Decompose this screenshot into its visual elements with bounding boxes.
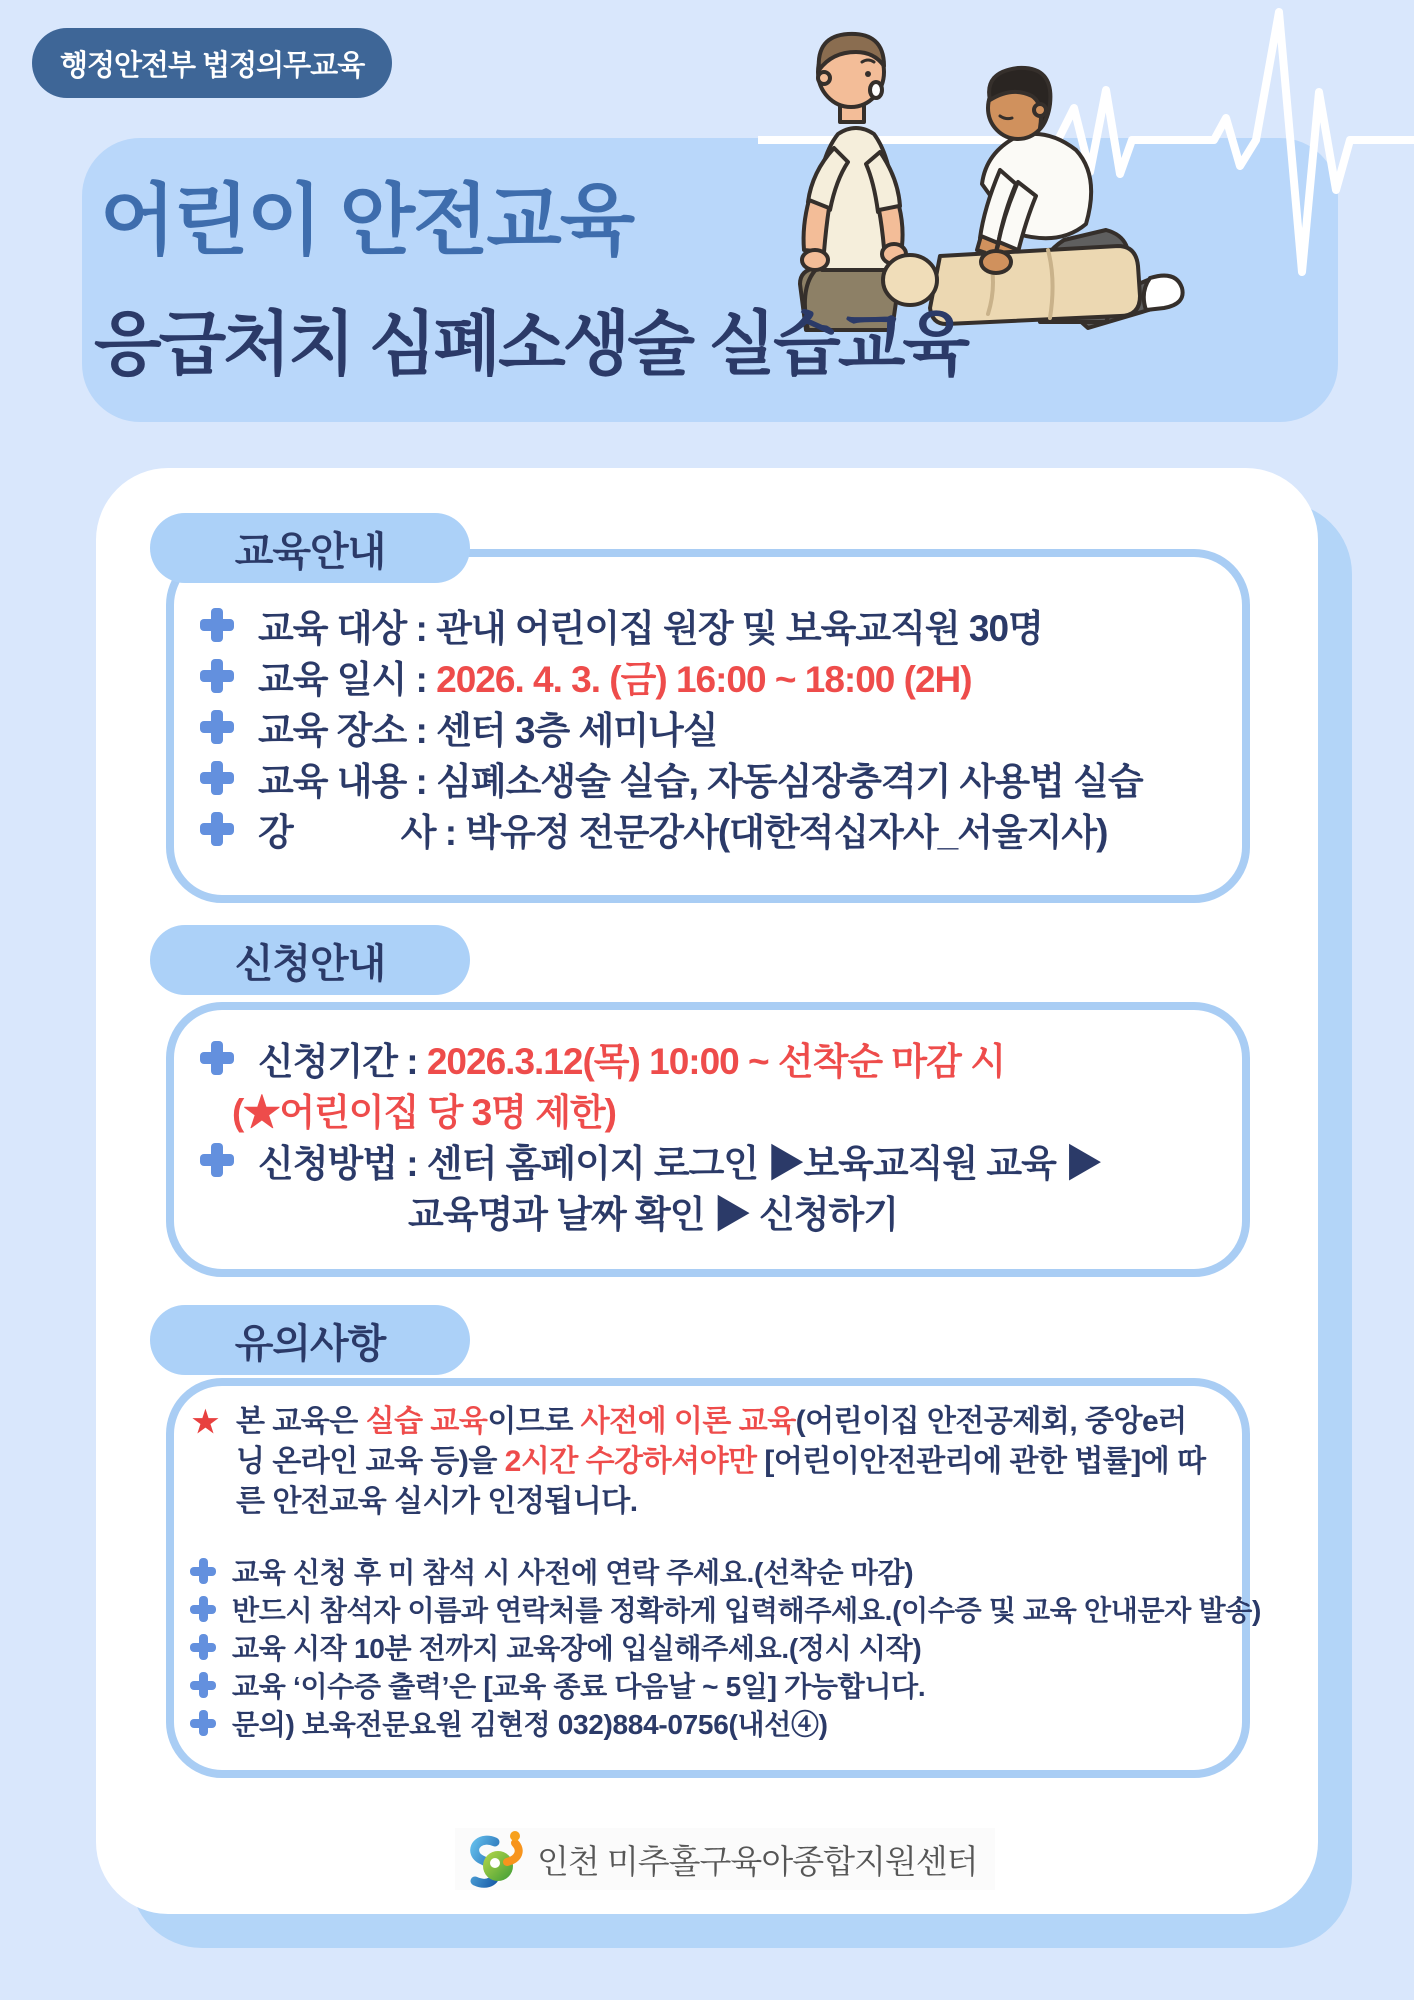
- bullet-item: [184, 1552, 1226, 1590]
- organization-name: 인천 미추홀구육아종합지원센터: [537, 1842, 978, 1880]
- bullet-text: [232, 1589, 1261, 1629]
- bullet-text: [258, 1031, 1005, 1085]
- bullet-item: [188, 752, 1224, 803]
- text-segment: 교육 일시 :: [258, 658, 437, 700]
- plus-icon: [200, 659, 234, 693]
- text-segment: 신청기간 :: [258, 1040, 427, 1082]
- bullet-text: [258, 802, 1107, 856]
- text-segment: 신청방법 : 센터 홈페이지 로그인 ▶보육교직원 교육 ▶: [258, 1142, 1102, 1184]
- center-logo-icon: [465, 1828, 523, 1890]
- star-icon: ★: [192, 1406, 219, 1439]
- plus-icon: [190, 1596, 216, 1622]
- text-segment: 교육 시작 10분 전까지 교육장에 입실해주세요.(정시 시작): [232, 1633, 922, 1664]
- bullet-item: [188, 1134, 1224, 1185]
- text-segment: [어린이안전관리에 관한 법률]에 따른 안전교육 실시가 인정됩니다.: [236, 1445, 1206, 1518]
- bullet-text: [232, 1703, 828, 1743]
- text-segment: 교육 내용 : 심폐소생술 실습, 자동심장충격기 사용법 실습: [258, 760, 1143, 802]
- section-label-apply-info: [150, 925, 470, 995]
- section-label-text: 교육안내: [234, 529, 386, 574]
- plus-icon: [200, 812, 234, 846]
- plus-icon: [200, 1041, 234, 1075]
- text-segment: (어린이집 안전공제회, 중앙e러닝 온라인 교육 등)을: [236, 1405, 1187, 1478]
- page-subtitle: 응급처치 심폐소생술 실습교육: [94, 305, 967, 383]
- content-card: [96, 468, 1318, 1914]
- bullet-item: [184, 1628, 1226, 1666]
- footer-logo-row: [455, 1828, 995, 1890]
- text-segment: 본 교육은: [236, 1405, 366, 1438]
- text-segment: 2026. 4. 3. (금) 16:00 ~ 18:00 (2H): [436, 658, 972, 700]
- bullet-text: [258, 751, 1143, 805]
- section-box-notes: [166, 1378, 1262, 1778]
- section-label-edu-info: [150, 513, 470, 583]
- bullet-text: [258, 1133, 1101, 1187]
- text-segment: 이므로: [487, 1405, 581, 1438]
- bullet-text: [258, 598, 1043, 652]
- bullet-item: [188, 803, 1224, 854]
- text-segment: 교육명과 날짜 확인 ▶ 신청하기: [408, 1193, 899, 1235]
- bullet-item: [188, 1032, 1224, 1083]
- section-label-text: 신청안내: [234, 941, 386, 986]
- bullet-item: [188, 701, 1224, 752]
- bullet-text: [408, 1184, 898, 1238]
- bullet-item: [188, 1083, 1224, 1134]
- ministry-badge: [32, 28, 392, 98]
- plus-icon: [190, 1672, 216, 1698]
- section-label-notes: [150, 1305, 470, 1375]
- section-box-apply-info: [166, 1002, 1250, 1277]
- bullet-text: [232, 1551, 913, 1591]
- text-segment: 강 사 : 박유정 전문강사(대한적십자사_서울지사): [258, 811, 1108, 853]
- bullet-item: [184, 1666, 1226, 1704]
- text-segment: (★어린이집 당 3명 제한): [232, 1091, 616, 1133]
- text-segment: 교육 신청 후 미 참석 시 사전에 연락 주세요.(선착순 마감): [232, 1557, 914, 1588]
- bullet-item: [184, 1704, 1226, 1742]
- text-segment: 2시간 수강하셔야만: [504, 1445, 757, 1478]
- bullet-item: [184, 1590, 1262, 1628]
- bullet-text: [232, 1665, 925, 1705]
- plus-icon: [190, 1634, 216, 1660]
- bullet-item: [188, 650, 1224, 701]
- plus-icon: [190, 1558, 216, 1584]
- bullet-text: [232, 1082, 616, 1136]
- bullet-item: [188, 599, 1224, 650]
- section-label-text: 유의사항: [234, 1321, 386, 1366]
- plus-icon: [190, 1710, 216, 1736]
- ministry-badge-label: 행정안전부 법정의무교육: [60, 49, 365, 82]
- plus-icon: [200, 761, 234, 795]
- text-segment: 사전에 이론 교육: [580, 1405, 796, 1438]
- text-segment: 2026.3.12(목) 10:00 ~ 선착순 마감 시: [426, 1040, 1005, 1082]
- text-segment: 실습 교육: [365, 1405, 488, 1438]
- bullet-text: [258, 700, 717, 754]
- text-segment: 문의) 보육전문요원 김현정 032)884-0756(내선④): [232, 1709, 828, 1740]
- bullet-text: [232, 1627, 921, 1667]
- bullet-text: [258, 649, 972, 703]
- text-segment: 교육 ‘이수증 출력’은 [교육 종료 다음날 ~ 5일] 가능합니다.: [232, 1671, 926, 1702]
- text-segment: 교육 장소 : 센터 3층 세미나실: [258, 709, 718, 751]
- plus-icon: [200, 1143, 234, 1177]
- text-segment: 반드시 참석자 이름과 연락처를 정확하게 입력해주세요.(이수증 및 교육 안내문자 발송): [232, 1595, 1262, 1626]
- text-segment: 교육 대상 : 관내 어린이집 원장 및 보육교직원 30명: [258, 607, 1043, 649]
- bullet-item: [188, 1185, 1224, 1236]
- note-paragraph: [184, 1398, 1226, 1522]
- page-title: 어린이 안전교육: [100, 176, 634, 264]
- section-box-edu-info: [166, 549, 1250, 903]
- plus-icon: [200, 710, 234, 744]
- plus-icon: [200, 608, 234, 642]
